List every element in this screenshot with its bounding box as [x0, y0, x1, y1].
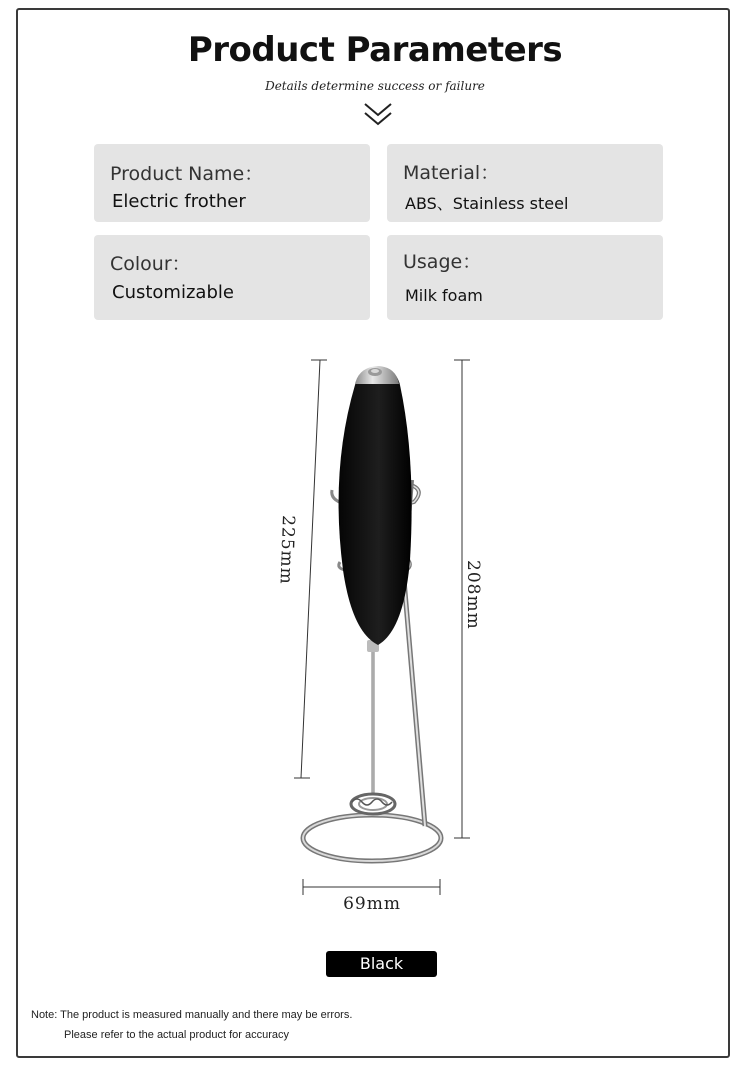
param-value: Milk foam: [405, 286, 483, 305]
page-subtitle: Details determine success or failure: [265, 79, 485, 93]
page-title: Product Parameters: [187, 30, 563, 70]
disclaimer-note-continued: Please refer to the actual product for accuracy: [64, 1029, 290, 1041]
color-option-badge: Black: [326, 951, 437, 977]
param-label: Material：: [403, 162, 500, 184]
dimension-label-stand-height: 208mm: [463, 560, 483, 630]
param-label: Usage：: [403, 251, 482, 273]
dimension-line-total-height: [294, 360, 327, 778]
dimension-line-base-width: [303, 879, 440, 895]
frother-whisk: [351, 640, 395, 814]
param-value: Electric frother: [112, 191, 246, 212]
disclaimer-note: Note: The product is measured manually and there may be errors.: [31, 1009, 353, 1021]
param-value: ABS、Stainless steel: [405, 194, 569, 213]
dimension-label-base-width: 69mm: [343, 894, 401, 914]
frother-body: [339, 366, 412, 645]
dimension-label-total-height: 225mm: [275, 514, 298, 586]
param-label: Colour：: [110, 253, 191, 275]
param-label: Product Name：: [110, 163, 264, 185]
param-value: Customizable: [112, 282, 234, 303]
